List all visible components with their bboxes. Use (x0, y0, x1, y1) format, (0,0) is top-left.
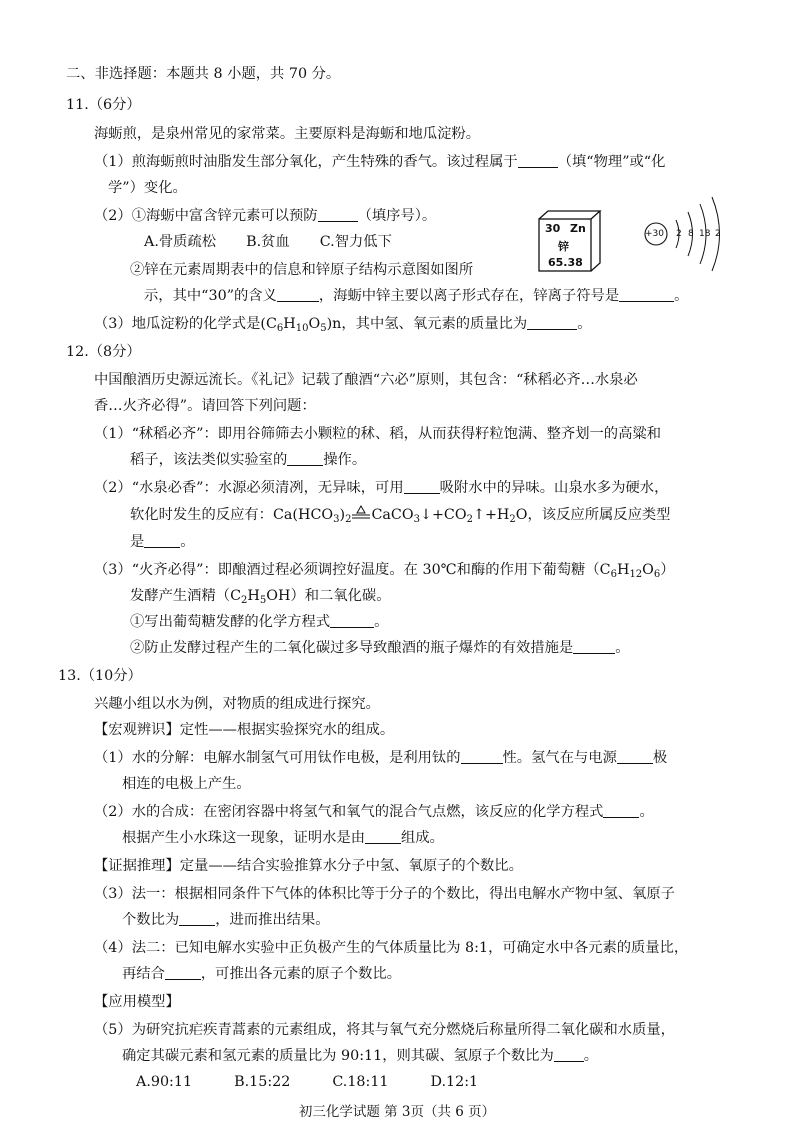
q12-part2-line1: （2）“水泉必香”：水源必须清冽，无异味，可用 吸附水中的异味。山泉水多为硬水， (94, 480, 669, 496)
shell-2: 8 (688, 229, 694, 239)
answer-blank[interactable] (573, 639, 615, 654)
answer-blank[interactable] (287, 451, 323, 466)
answer-blank[interactable] (330, 613, 374, 628)
option-a: A.骨质疏松 (144, 234, 217, 250)
answer-blank[interactable] (318, 207, 358, 222)
q11-part2-line4: 示，其中“30”的含义 ，海蛎中锌主要以离子形式存在，锌离子符号是 。 (144, 288, 689, 304)
q13-part1-line2: 相连的电极上产生。 (122, 776, 251, 792)
answer-blank[interactable] (144, 533, 180, 548)
answer-blank[interactable] (617, 749, 653, 764)
answer-blank[interactable] (461, 749, 503, 764)
q11-part2-line1: （2）①海蛎中富含锌元素可以预防 （填序号）。 (94, 208, 437, 224)
q13-heading-model: 【应用模型】 (94, 994, 180, 1010)
q11-options (144, 232, 422, 252)
q13-part3-line1: （3）法一：根据相同条件下气体的体积比等于分子的个数比，得出电解水产物中氢、氧原子 (94, 886, 675, 902)
q13-part1-line1: （1）水的分解：电解水制氢气可用钛作电极，是利用钛的 性。氢气在与电源 极 (94, 750, 668, 766)
option-b: B.贫血 (246, 234, 290, 250)
option-a: A.90:11 (136, 1074, 193, 1090)
q11-label: 11.（6分） (66, 97, 141, 113)
nucleus-charge: +30 (645, 229, 664, 239)
shell-4: 2 (715, 229, 721, 239)
q12-part2-line2: 软化时发生的反应有：$Ca(HCO_3)_2$ $CaCO_3↓+CO_2↑+H_2O$，该反应所属反应类型 (130, 507, 671, 525)
q12-intro-line1: 中国酿酒历史源远流长。《礼记》记载了酿酒“六必”原则，其包含：“秫稻必齐…水泉必 (94, 372, 638, 388)
q13-part4-line1: （4）法二：已知电解水实验中正负极产生的气体质量比为 8:1，可确定水中各元素的质量比， (94, 940, 689, 956)
q13-intro: 兴趣小组以水为例，对物质的组成进行探究。 (94, 696, 380, 712)
answer-blank[interactable] (527, 315, 577, 330)
q11-part2-line3: ②锌在元素周期表中的信息和锌原子结构示意图如图所 (130, 262, 474, 278)
q13-part4-line2: 再结合 ，可推出各元素的原子个数比。 (122, 966, 402, 982)
option-c: C.18:11 (332, 1074, 389, 1090)
q12-part3-line3: ①写出葡萄糖发酵的化学方程式 。 (130, 614, 389, 630)
zinc-atom-diagram (640, 196, 732, 272)
answer-blank[interactable] (365, 829, 401, 844)
q13-part5-line2: 确定其碳元素和氢元素的质量比为 90:11，则其碳、氢原子个数比为 。 (122, 1048, 599, 1064)
answer-blank[interactable] (165, 965, 201, 980)
element-name: 锌 (558, 240, 569, 253)
answer-blank[interactable] (619, 287, 674, 302)
q11-part3: （3）地瓜淀粉的化学式是$(C_6H_{10}O_5)n$，其中氢、氧元素的质量比为 。 (94, 316, 592, 334)
q13-part3-line2: 个数比为 ，进而推出结果。 (122, 912, 330, 928)
q12-part3-line1: （3）“火齐必得”：即酿酒过程必须调控好温度。在 30℃和酶的作用下葡萄糖$(C_6H_{12}O_6)$ (94, 562, 675, 580)
answer-blank[interactable] (518, 153, 558, 168)
q12-label: 12.（8分） (66, 344, 141, 360)
q11-part1-line2: 学”）变化。 (108, 180, 187, 196)
answer-blank[interactable] (404, 479, 440, 494)
q11-part1-line1: （1）煎海蛎煎时油脂发生部分氧化，产生特殊的香气。该过程属于 （填“物理”或“化 (94, 154, 666, 170)
q13-heading-evidence: 【证据推理】定量——结合实验推算水分子中氢、氧原子的个数比。 (94, 858, 523, 874)
section-heading: 二、非选择题：本题共 8 小题，共 70 分。 (66, 66, 341, 82)
answer-blank[interactable] (179, 911, 215, 926)
option-d: D.12:1 (430, 1074, 479, 1090)
zinc-element-cell (538, 210, 602, 272)
q12-part3-line4: ②防止发酵过程产生的二氧化碳过多导致酿酒的瓶子爆炸的有效措施是 。 (130, 640, 630, 656)
q12-part1-line2: 稻子，该法类似实验室的 操作。 (130, 452, 367, 468)
q12-part1-line1: （1）“秫稻必齐”：即用谷筛筛去小颗粒的秫、稻，从而获得籽粒饱满、整齐划一的高粱和 (94, 426, 661, 442)
atomic-number: 30 (545, 222, 561, 235)
q13-label: 13.（10分） (58, 668, 142, 684)
option-b: B.15:22 (234, 1074, 291, 1090)
option-c: C.智力低下 (319, 234, 392, 250)
q12-part3-line2: 发酵产生酒精$(C_2H_5OH)$和二氧化碳。 (130, 588, 391, 606)
q11-intro: 海蛎煎，是泉州常见的家常菜。主要原料是海蛎和地瓜淀粉。 (94, 126, 481, 142)
answer-blank[interactable] (277, 287, 319, 302)
shell-3: 18 (699, 229, 711, 239)
q13-options (136, 1072, 508, 1092)
shell-1: 2 (676, 229, 682, 239)
q12-part2-line3: 是 。 (130, 534, 195, 550)
q13-part2-line1: （2）水的合成：在密闭容器中将氢气和氧气的混合气点燃，该反应的化学方程式 。 (94, 804, 654, 820)
q13-part2-line2: 根据产生小水珠这一现象，证明水是由 组成。 (122, 830, 444, 846)
answer-blank[interactable] (554, 1047, 584, 1062)
q12-intro-line2: 香…火齐必得”。请回答下列问题： (94, 398, 316, 414)
answer-blank[interactable] (603, 803, 639, 818)
q13-part5-line1: （5）为研究抗疟疾青蒿素的元素组成，将其与氧气充分燃烧后称量所得二氧化碳和水质量， (94, 1022, 675, 1038)
atomic-mass: 65.38 (548, 256, 583, 269)
q13-heading-macro: 【宏观辨识】定性——根据实验探究水的组成。 (94, 722, 395, 738)
heating-condition-icon (351, 505, 371, 521)
page-footer: 初三化学试题 第 3页（共 6 页） (298, 1104, 496, 1120)
element-symbol: Zn (570, 222, 586, 235)
